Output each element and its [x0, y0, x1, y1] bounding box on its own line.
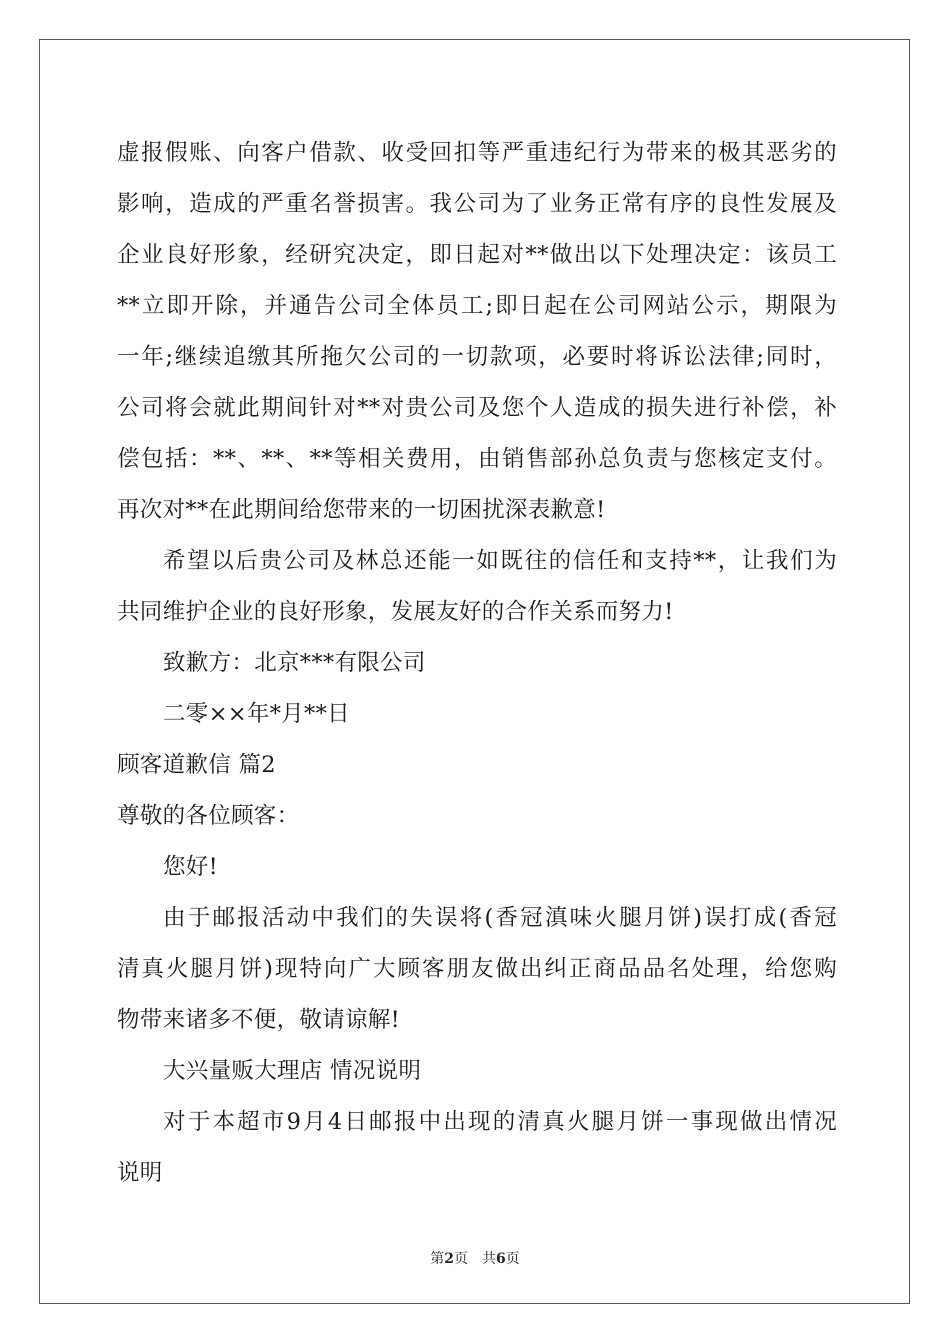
salutation: 尊敬的各位顾客： — [117, 803, 300, 829]
text-line: 企业良好形象，经研究决定，即日起对**做出以下处理决定：该员工 — [117, 242, 837, 268]
text-line: 对于本超市9月4日邮报中出现的清真火腿月饼一事现做出情况 — [163, 1109, 837, 1135]
text-line: 清真火腿月饼)现特向广大顾客朋友做出纠正商品品名处理，给您购 — [117, 956, 837, 982]
text-line: 说明 — [117, 1160, 163, 1186]
document-body — [117, 128, 837, 1199]
current-page-number: 2 — [444, 1251, 454, 1267]
total-unit: 页 — [505, 1251, 520, 1267]
paragraph — [117, 1097, 837, 1199]
signature-line: 致歉方：北京***有限公司 — [163, 650, 426, 676]
page-prefix: 第 — [430, 1251, 445, 1267]
text-line: 公司将会就此期间针对**对贵公司及您个人造成的损失进行补偿，补 — [117, 395, 837, 421]
greeting: 您好! — [163, 854, 218, 880]
text-line: 由于邮报活动中我们的失误将(香冠滇味火腿月饼)误打成(香冠 — [163, 905, 837, 931]
page-footer — [0, 1248, 950, 1268]
text-line: **立即开除，并通告公司全体员工;即日起在公司网站公示，期限为 — [117, 293, 837, 319]
section-title: 顾客道歉信 篇2 — [117, 752, 276, 778]
paragraph — [117, 893, 837, 1046]
text-line: 共同维护企业的良好形象，发展友好的合作关系而努力! — [117, 599, 674, 625]
text-line: 再次对**在此期间给您带来的一切困扰深表歉意! — [117, 497, 606, 523]
total-page-number: 6 — [496, 1251, 506, 1267]
page-unit: 页 — [454, 1251, 468, 1267]
text-line: 物带来诸多不便，敬请谅解! — [117, 1007, 400, 1033]
text-line: 偿包括：**、**、**等相关费用，由销售部孙总负责与您核定支付。 — [117, 446, 837, 472]
paragraph — [117, 536, 837, 638]
paragraph — [117, 128, 837, 536]
sub-heading: 大兴量贩大理店 情况说明 — [163, 1058, 422, 1084]
text-line: 影响，造成的严重名誉损害。我公司为了业务正常有序的良性发展及 — [117, 191, 837, 217]
date-line: 二零××年*月**日 — [163, 701, 350, 727]
text-line: 一年;继续追缴其所拖欠公司的一切款项，必要时将诉讼法律;同时， — [117, 344, 837, 370]
text-line: 虚报假账、向客户借款、收受回扣等严重违纪行为带来的极其恶劣的 — [117, 140, 837, 166]
text-line: 希望以后贵公司及林总还能一如既往的信任和支持**，让我们为 — [163, 548, 837, 574]
total-prefix: 共 — [482, 1251, 496, 1267]
